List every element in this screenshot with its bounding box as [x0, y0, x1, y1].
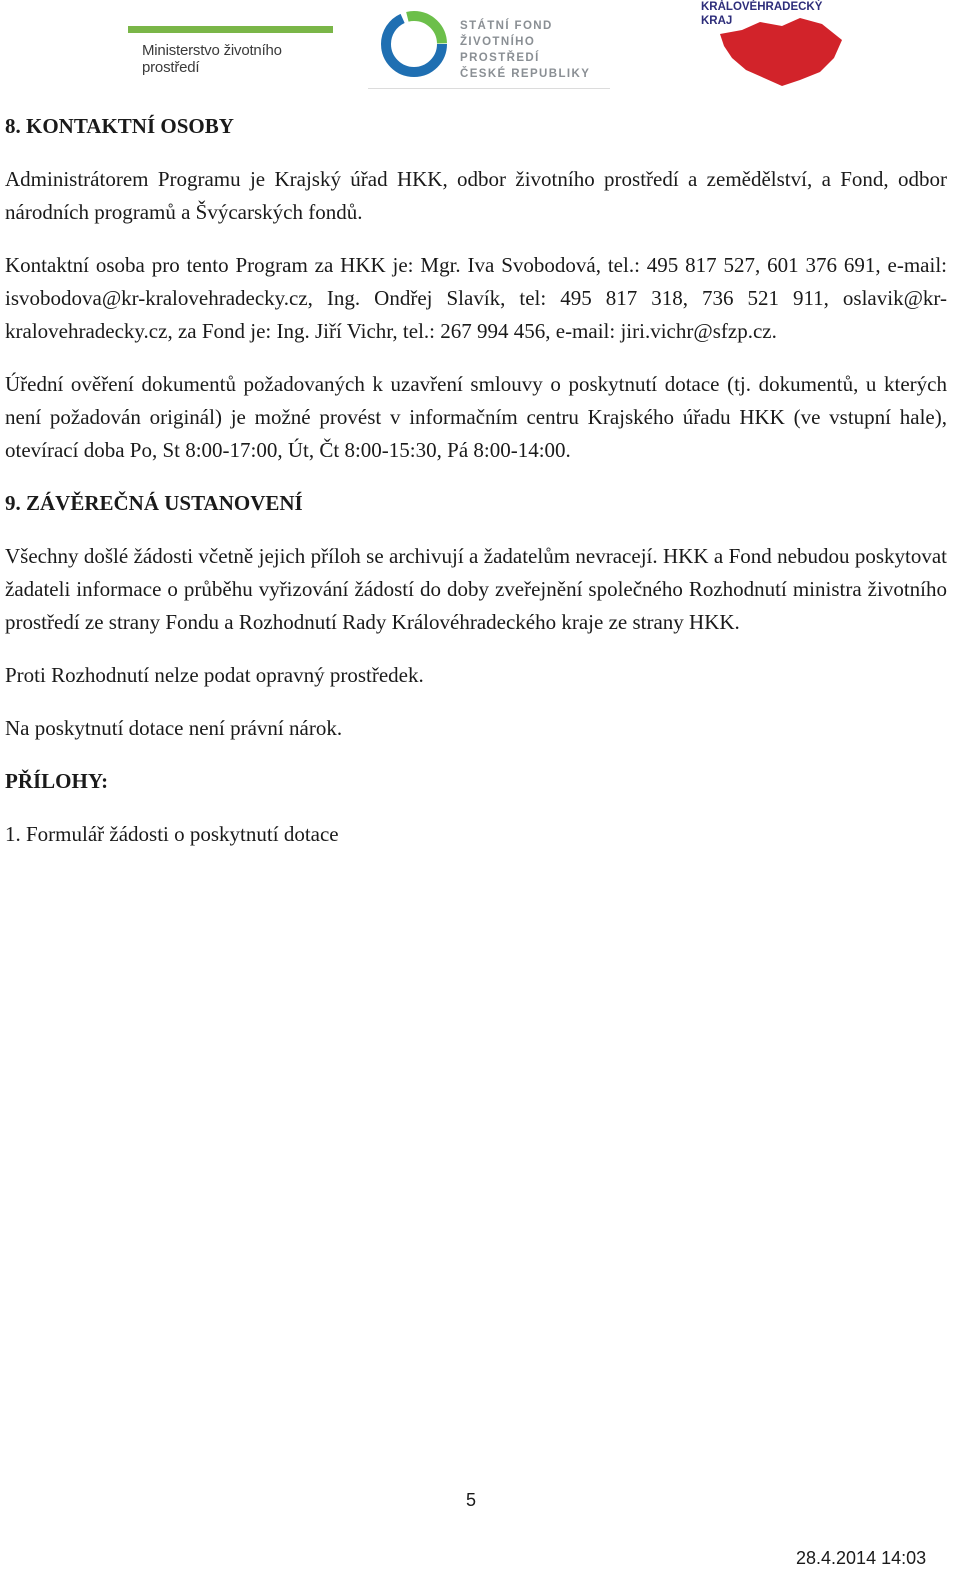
section-8-paragraph-2: Kontaktní osoba pro tento Program za HKK je: Mgr. Iva Svobodová, tel.: 495 817 527, 601 376 691, e-mail: isvobodova@kr-kralovehradecky.cz, Ing. Ondřej Slavík, tel: 495 817 318, 736 521 911, oslavik@kr-kralovehradecky.cz, za Fond je: Ing. Jiří Vichr, tel.: 267 994 456, e-mail: jiri.vichr@sfzp.cz.	[5, 253, 947, 343]
print-datetime: 28.4.2014 14:03	[796, 1548, 927, 1568]
section-8-heading: 8. KONTAKTNÍ OSOBY	[5, 114, 234, 138]
section-9-paragraph-2: Proti Rozhodnutí nelze podat opravný prostředek.	[5, 663, 424, 687]
document-body	[5, 110, 947, 851]
fund-logo-line-3: ČESKÉ REPUBLIKY	[460, 68, 591, 80]
region-logo	[690, 0, 870, 92]
section-9-paragraph-3: Na poskytnutí dotace není právní nárok.	[5, 716, 343, 740]
attachment-item-1: 1. Formulář žádosti o poskytnutí dotace	[5, 822, 339, 846]
fund-emblem-icon	[378, 8, 450, 80]
page-number: 5	[466, 1490, 477, 1510]
section-9-heading: 9. ZÁVĚREČNÁ USTANOVENÍ	[5, 491, 303, 515]
section-8-paragraph-1: Administrátorem Programu je Krajský úřad HKK, odbor životního prostředí a zemědělství, a Fond, odbor národních programů a Švýcarských fondů.	[5, 167, 947, 224]
section-8-paragraph-3: Úřední ověření dokumentů požadovaných k uzavření smlouvy o poskytnutí dotace (tj. dokumentů, u kterých není požadován originál) je možné provést v informačním centru Krajského úřadu HKK (ve vstupní hale), otevírací doba Po, St 8:00-17:00, Út, Čt 8:00-15:30, Pá 8:00-14:00.	[5, 372, 947, 462]
region-logo-line-1: KRÁLOVÉHRADECKÝ	[701, 1, 823, 13]
ministry-logo	[128, 22, 338, 76]
section-9-paragraph-1: Všechny došlé žádosti včetně jejich příloh se archivují a žadatelům nevracejí. HKK a Fond nebudou poskytovat žadateli informace o průběhu vyřizování žádostí do doby zveřejnění společného Rozhodnutí ministra životního prostředí ze strany Fondu a Rozhodnutí Rady Královéhradeckého kraje ze strany HKK.	[5, 544, 947, 634]
ministry-logo-text: Ministerstvo životního prostředí	[142, 42, 282, 76]
fund-logo	[368, 0, 610, 89]
ministry-logo-bar	[128, 26, 333, 33]
region-logo-text	[701, 0, 822, 28]
fund-logo-line-2: ŽIVOTNÍHO PROSTŘEDÍ	[460, 36, 540, 64]
fund-logo-text	[460, 18, 610, 82]
fund-logo-line-1: STÁTNÍ FOND	[460, 20, 553, 32]
attachments-heading: PŘÍLOHY:	[5, 769, 109, 793]
region-logo-line-2: KRAJ	[701, 15, 733, 27]
